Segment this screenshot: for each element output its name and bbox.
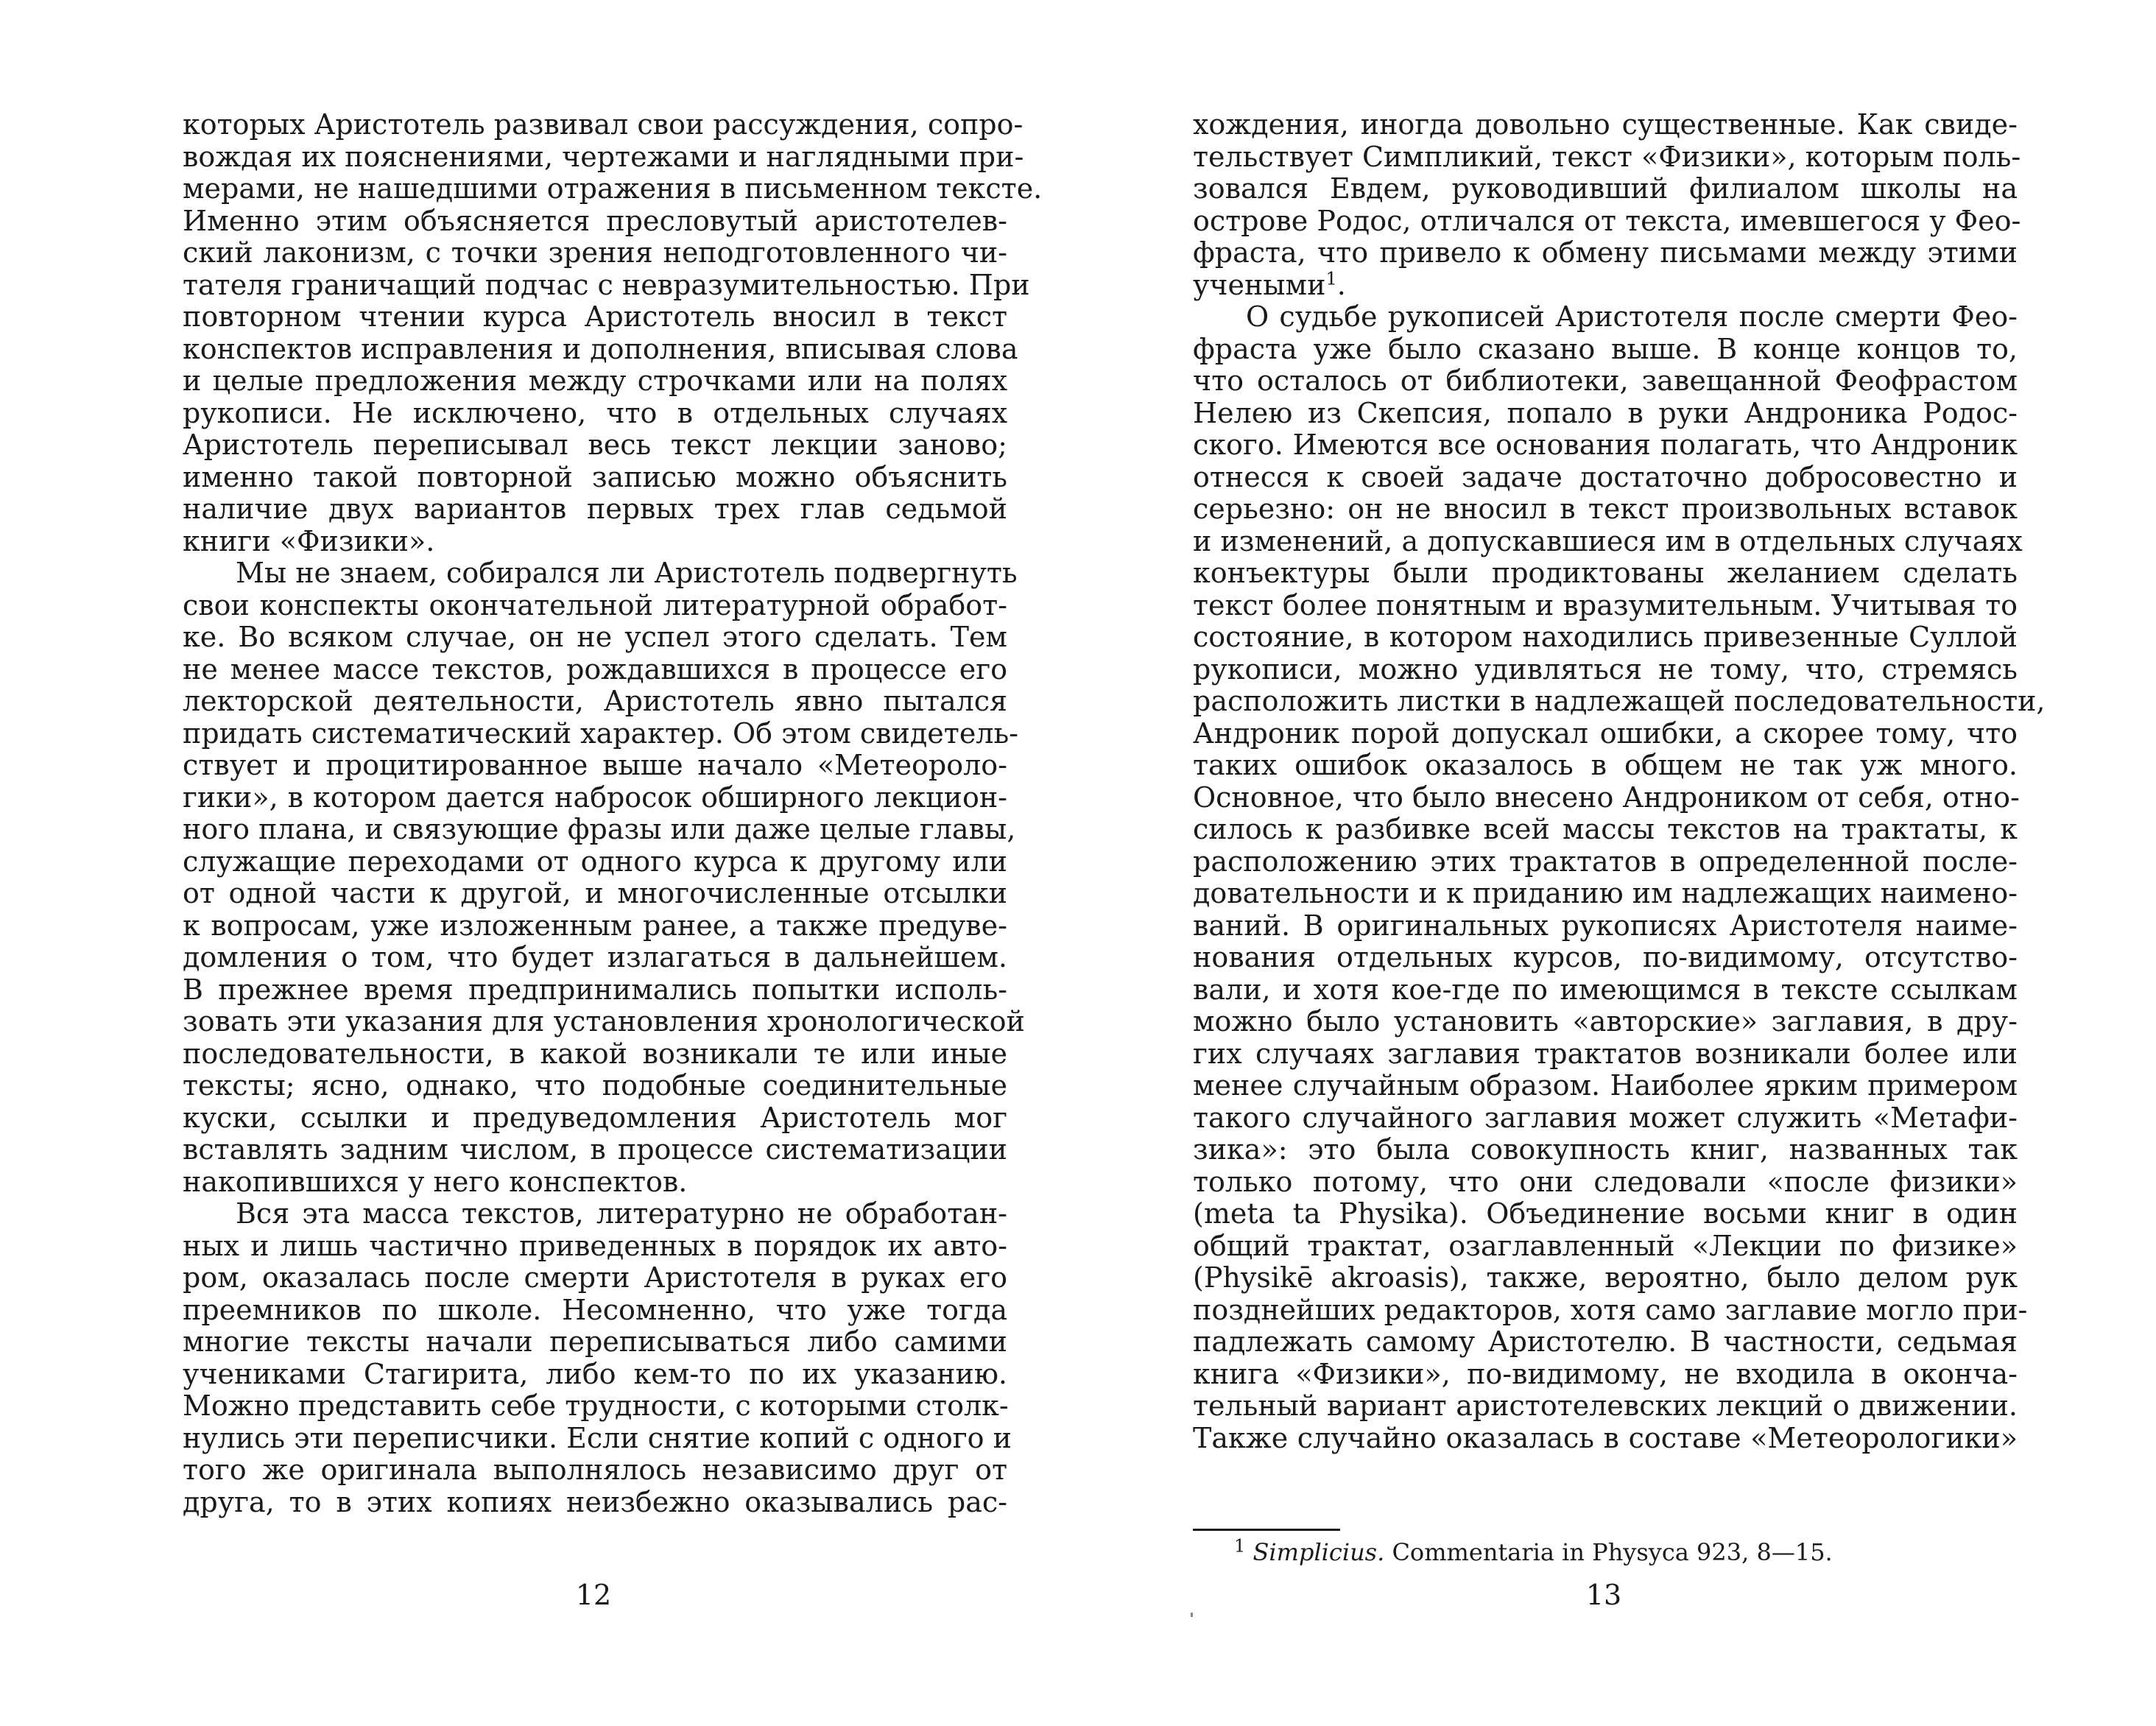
text-line: гих случаях заглавия трактатов возникали более или [1193, 1037, 2018, 1070]
text-line: отнесся к своей задаче достаточно добросовестно и [1193, 460, 2018, 493]
text-line: рукописи, можно удивляться не тому, что, стремясь [1193, 652, 2018, 686]
text-line: позднейших редакторов, хотя само заглавие могло при- [1193, 1293, 2028, 1326]
footnote-text: Commentaria in Physyca 923, 8—15. [1384, 1538, 1833, 1566]
text-line: Андроник порой допускал ошибки, а скорее тому, что [1193, 716, 2018, 750]
text-line: именно такой повторной записью можно объяснить [183, 460, 1007, 493]
text-line: гики», в котором дается набросок обширного лекцион- [183, 781, 1007, 814]
text-line: (Physikē akroasis), также, вероятно, было делом рук [1193, 1261, 2018, 1294]
text-line: придать систематический характер. Об этом свидетель- [183, 716, 1018, 750]
left-page [183, 108, 1043, 1518]
text-line: свои конспекты окончательной литературной обработ- [183, 588, 1007, 621]
text-line: ваний. В оригинальных рукописях Аристотеля наиме- [1193, 909, 2018, 942]
text-line: зовать эти указания для установления хронологической [183, 1005, 1025, 1038]
text-line: тателя граничащий подчас с невразумительностью. При [183, 268, 1030, 301]
text-line: О судьбе рукописей Аристотеля после смерти Фео- [1246, 300, 2018, 333]
text-line: того же оригинала выполнялось независимо друг от [183, 1454, 1007, 1486]
text-line: служащие переходами от одного курса к другому или [183, 845, 1007, 878]
text-line: лекторской деятельности, Аристотель явно пытался [183, 685, 1007, 717]
text-line: тельствует Симпликий, текст «Физики», которым поль- [1193, 140, 2021, 173]
right-page-text [1193, 108, 2046, 1454]
text-line: Вся эта масса текстов, литературно не обработан- [236, 1197, 1007, 1230]
footnote-tail: . [1336, 268, 1346, 301]
text-line: конспектов исправления и дополнения, вписывая слова [183, 332, 1018, 365]
footnote-reference: 1 [1325, 267, 1337, 289]
text-line: тельный вариант аристотелевских лекций о движении. [1193, 1389, 2018, 1422]
text-line: друга, то в этих копиях неизбежно оказывались рас- [183, 1485, 1007, 1518]
text-line: текст более понятным и вразумительным. Учитывая то [1193, 588, 2018, 621]
text-line: куски, ссылки и предуведомления Аристотель мог [183, 1101, 1007, 1134]
text-line: не менее массе текстов, рождавшихся в процессе его [183, 652, 1007, 686]
text-line: наличие двух вариантов первых трех глав седьмой [183, 493, 1007, 525]
text-line: (meta ta Physika). Объединение восьми книг в один [1193, 1197, 2018, 1230]
text-line: фраста, что привело к обмену письмами между этими [1193, 236, 2018, 269]
text-line: ного плана, и связующие фразы или даже целые главы, [183, 813, 1016, 845]
text-line: состояние, в котором находились привезенные Суллой [1193, 621, 2018, 653]
text-line: расположению этих трактатов в определенной после- [1193, 845, 2018, 878]
left-page-text [183, 108, 1043, 1518]
text-line: тексты; ясно, однако, что подобные соединительные [183, 1069, 1007, 1102]
text-line: В прежнее время предпринимались попытки исполь- [183, 973, 1007, 1006]
text-line: Также случайно оказалась в составе «Метеорологики» [1193, 1421, 2018, 1454]
text-line: конъектуры были продиктованы желанием сделать [1193, 557, 2018, 589]
paragraph [183, 557, 1025, 1198]
text-line: Аристотель переписывал весь текст лекции заново; [183, 429, 1007, 461]
text-line: что осталось от библиотеки, завещанной Феофрастом [1193, 364, 2018, 397]
left-page-number: 12 [575, 1579, 612, 1611]
footnote [1234, 1537, 1833, 1567]
text-line: книга «Физики», по-видимому, не входила в оконча- [1193, 1357, 2018, 1390]
text-line: мерами, не нашедшими отражения в письменном тексте. [183, 172, 1043, 205]
right-page [1193, 108, 2046, 1454]
text-line: Основное, что было внесено Андроником от себя, отно- [1193, 781, 2020, 814]
text-line: можно было установить «авторские» заглавия, в дру- [1193, 1005, 2018, 1038]
text-line: Можно представить себе трудности, с которыми столк- [183, 1389, 1009, 1422]
text-line: ных и лишь частично приведенных в порядок их авто- [183, 1229, 1007, 1262]
text-line: к вопросам, уже изложенным ранее, а также предуве- [183, 909, 1007, 942]
text-line: острове Родос, отличался от текста, имевшегося у Фео- [1193, 204, 2021, 237]
text-line: ствует и процитированное выше начало «Метеороло- [183, 749, 1007, 781]
text-line: ский лаконизм, с точки зрения неподготовленного чи- [183, 236, 1007, 269]
text-line: нования отдельных курсов, по-видимому, отсутство- [1193, 941, 2018, 973]
text-line: повторном чтении курса Аристотель вносил в текст [183, 300, 1007, 333]
footnote-marker: 1 [1234, 1535, 1246, 1557]
text-line: общий трактат, озаглавленный «Лекции по физике» [1193, 1229, 2018, 1262]
text-line: ского. Имеются все основания полагать, что Андроник [1193, 429, 2018, 461]
text-line: хождения, иногда довольно существенные. Как свиде- [1193, 108, 2018, 141]
text-line: и изменений, а допускавшиеся им в отдельных случаях [1193, 524, 2023, 557]
text-line: вставлять задним числом, в процессе систематизации [183, 1133, 1007, 1166]
text-line: расположить листки в надлежащей последовательности, [1193, 685, 2046, 717]
text-line: книги «Физики». [183, 524, 435, 557]
text-line: ке. Во всяком случае, он не успел этого сделать. Тем [183, 621, 1007, 653]
text-line: только потому, что они следовали «после физики» [1193, 1165, 2018, 1198]
text-line: Нелею из Скепсия, попало в руки Андроника Родос- [1193, 396, 2018, 429]
text-line: Мы не знаем, собирался ли Аристотель подвергнуть [236, 557, 1018, 589]
text-line: такого случайного заглавия может служить «Метафи- [1193, 1101, 2018, 1134]
footnote-divider [1193, 1529, 1340, 1531]
text-line: вали, и хотя кое-где по имеющимся в тексте ссылкам [1193, 973, 2018, 1006]
text-line: многие тексты начали переписываться либо самими [183, 1325, 1007, 1358]
text-line: от одной части к другой, и многочисленные отсылки [183, 877, 1007, 909]
text-line: накопившихся у него конспектов. [183, 1165, 688, 1198]
text-line: домления о том, что будет излагаться в дальнейшем. [183, 941, 1007, 973]
text-line: учеными$^1$. [1193, 267, 1346, 301]
text-line: зовался Евдем, руководивший филиалом школы на [1193, 172, 2018, 205]
text-line: серьезно: он не вносил в текст произвольных вставок [1193, 493, 2018, 525]
footnote-author: Simplicius. [1253, 1538, 1385, 1566]
paragraph [183, 108, 1043, 557]
text-line: последовательности, в какой возникали те или иные [183, 1037, 1007, 1070]
paragraph [1193, 108, 2021, 301]
paragraph [1193, 300, 2046, 1454]
text-line: которых Аристотель развивал свои рассуждения, сопро- [183, 108, 1024, 141]
text-line: рукописи. Не исключено, что в отдельных случаях [183, 396, 1007, 429]
text-line: нулись эти переписчики. Если снятие копий с одного и [183, 1421, 1012, 1454]
text-line: ром, оказалась после смерти Аристотеля в руках его [183, 1261, 1007, 1294]
text-line: учениками Стагирита, либо кем-то по их указанию. [183, 1357, 1007, 1390]
text-line: и целые предложения между строчками или на полях [183, 364, 1007, 397]
paragraph [183, 1197, 1012, 1518]
text-line: фраста уже было сказано выше. В конце концов то, [1193, 332, 2018, 365]
text-line: таких ошибок оказалось в общем не так уж много. [1193, 749, 2018, 781]
text-line: падлежать самому Аристотелю. В частности, седьмая [1193, 1325, 2018, 1358]
text-line: преемников по школе. Несомненно, что уже тогда [183, 1293, 1007, 1326]
text-line: довательности и к приданию им надлежащих наимено- [1193, 877, 2018, 909]
text-line: зика»: это была совокупность книг, названных так [1193, 1133, 2018, 1166]
print-speck [1191, 1613, 1193, 1617]
text-line: менее случайным образом. Наиболее ярким примером [1193, 1069, 2018, 1102]
text-line: вождая их пояснениями, чертежами и наглядными при- [183, 140, 1024, 173]
right-page-number: 13 [1585, 1579, 1622, 1611]
text-line: Именно этим объясняется пресловутый аристотелев- [183, 204, 1007, 237]
text-line: силось к разбивке всей массы текстов на трактаты, к [1193, 813, 2018, 845]
